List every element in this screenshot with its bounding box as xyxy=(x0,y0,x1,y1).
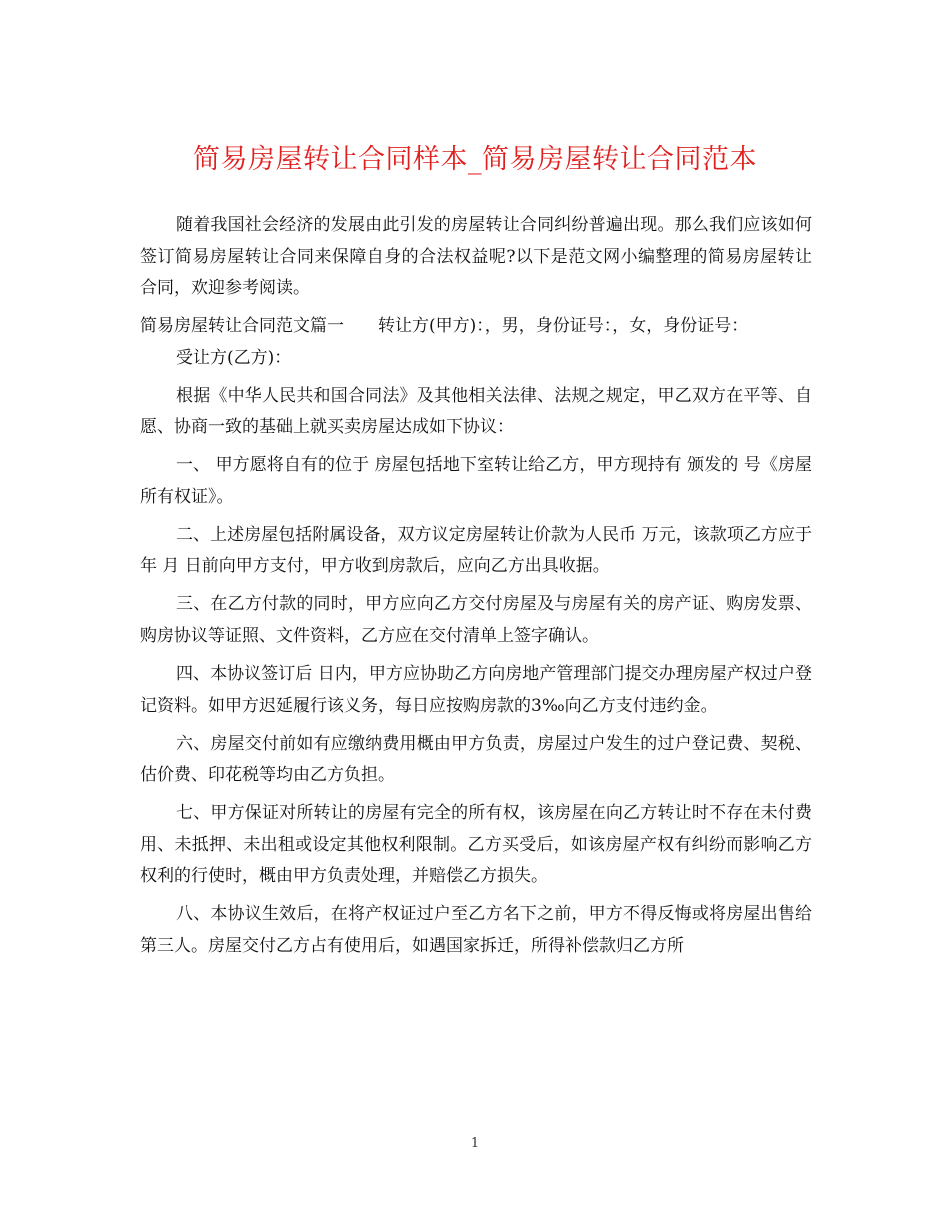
transferee-paragraph: 受让方(乙方)： xyxy=(176,347,292,368)
transferor-paragraph: 简易房屋转让合同范文篇一 转让方(甲方)：，男，身份证号：，女，身份证号： xyxy=(140,316,749,337)
document-body xyxy=(140,210,812,969)
clause-8-paragraph: 八、本协议生效后，在将产权证过户至乙方名下之前，甲方不得反悔或将房屋出售给第三人。房屋交付乙方占有使用后，如遇国家拆迁，所得补偿款归乙方所 xyxy=(140,904,812,956)
clause-3-paragraph: 三、在乙方付款的同时，甲方应向乙方交付房屋及与房屋有关的房产证、购房发票、购房协议等证照、文件资料，乙方应在交付清单上签字确认。 xyxy=(140,594,812,646)
clause-7-paragraph: 七、甲方保证对所转让的房屋有完全的所有权，该房屋在向乙方转让时不存在未付费用、未抵押、未出租或设定其他权利限制。乙方买受后，如该房屋产权有纠纷而影响乙方权利的行使时，概由甲方负责处理，并赔偿乙方损失。 xyxy=(140,803,812,887)
intro-paragraph: 随着我国社会经济的发展由此引发的房屋转让合同纠纷普遍出现。那么我们应该如何签订简易房屋转让合同来保障自身的合法权益呢?以下是范文网小编整理的简易房屋转让合同，欢迎参考阅读。 xyxy=(140,215,812,298)
clause-2-paragraph: 二、上述房屋包括附属设备，双方议定房屋转让价款为人民币 万元，该款项乙方应于 年 月 日前向甲方支付，甲方收到房款后，应向乙方出具收据。 xyxy=(140,524,812,577)
clause-1-paragraph: 一、 甲方愿将自有的位于 房屋包括地下室转让给乙方，甲方现持有 颁发的 号《房屋所有权证》。 xyxy=(140,455,812,507)
document-title: 简易房屋转让合同样本_简易房屋转让合同范本 xyxy=(193,144,757,175)
page-number: 1 xyxy=(470,1136,480,1151)
basis-paragraph: 根据《中华人民共和国合同法》及其他相关法律、法规之规定，甲乙双方在平等、自愿、协商一致的基础上就买卖房屋达成如下协议： xyxy=(140,385,812,438)
clause-4-paragraph: 四、本协议签订后 日内，甲方应协助乙方向房地产管理部门提交办理房屋产权过户登记资料。如甲方迟延履行该义务，每日应按购房款的3‰向乙方支付违约金。 xyxy=(140,664,812,716)
clause-6-paragraph: 六、房屋交付前如有应缴纳费用概由甲方负责，房屋过户发生的过户登记费、契税、估价费、印花税等均由乙方负担。 xyxy=(140,733,812,786)
